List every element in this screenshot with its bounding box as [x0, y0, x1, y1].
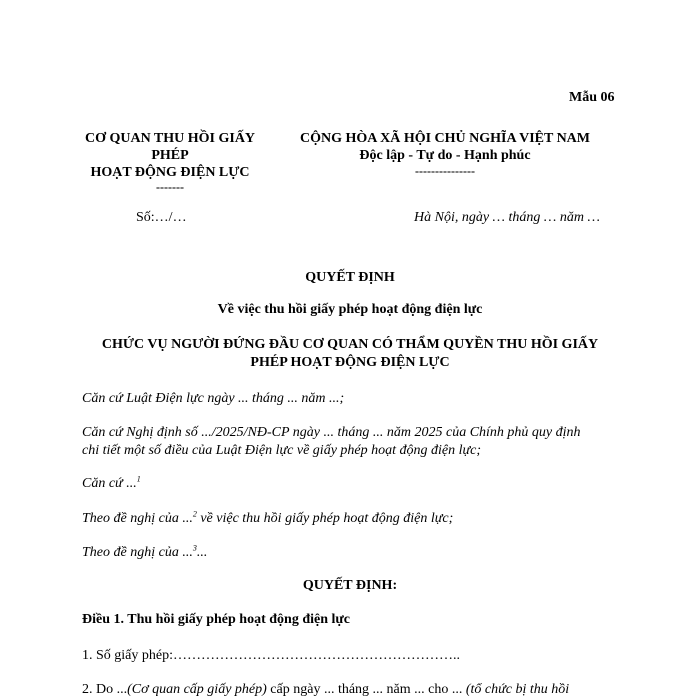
decision-subject: Về việc thu hồi giấy phép hoạt động điện lực: [217, 302, 483, 317]
authority-line-1: CHỨC VỤ NGƯỜI ĐỨNG ĐẦU CƠ QUAN CÓ THẨM QUYỀN THU HỒI GIẤY: [101, 337, 599, 352]
basis-other-text: Căn cứ ...: [82, 476, 137, 491]
proposal-1: [82, 511, 453, 527]
form-code: Mẫu 06: [569, 90, 615, 105]
proposal-2-post: ...: [196, 545, 208, 560]
item-2-issuer: (Cơ quan cấp giấy phép): [127, 682, 267, 697]
article-1-item-1: 1. Số giấy phép:……………………………………………………..: [82, 648, 460, 663]
issuer-block: [70, 130, 270, 193]
decision-heading: QUYẾT ĐỊNH:: [302, 578, 398, 593]
footnote-2-ref: 2: [192, 509, 197, 519]
national-title: CỘNG HÒA XÃ HỘI CHỦ NGHĨA VIỆT NAM: [299, 131, 590, 146]
basis-decree: [82, 424, 581, 460]
document-number: Số:…/…: [136, 210, 187, 225]
basis-law: Căn cứ Luật Điện lực ngày ... tháng ... năm ...;: [82, 391, 345, 406]
basis-other: [82, 476, 141, 492]
authority-title: [0, 336, 700, 372]
proposal-1-post: về việc thu hồi giấy phép hoạt động điện lực;: [196, 511, 454, 526]
footnote-1-ref: 1: [136, 474, 141, 484]
national-rule: ---------------: [415, 164, 475, 178]
issuer-line-1: CƠ QUAN THU HỒI GIẤY: [84, 131, 256, 146]
issuer-line-3: HOẠT ĐỘNG ĐIỆN LỰC: [90, 165, 250, 180]
decision-title: QUYẾT ĐỊNH: [305, 270, 395, 285]
item-2-prefix: 2. Do ...: [82, 682, 128, 697]
basis-decree-line-1: Căn cứ Nghị định số .../2025/NĐ-CP ngày ... tháng ... năm 2025 của Chính phủ quy định: [82, 425, 581, 440]
proposal-2: [82, 545, 207, 561]
footnote-3-ref: 3: [192, 543, 197, 553]
item-2-holder: (tổ chức bị thu hồi: [465, 682, 570, 697]
place-date: Hà Nội, ngày … tháng … năm …: [414, 210, 600, 225]
article-1-item-2: [82, 682, 569, 698]
national-header: [280, 130, 610, 178]
issuer-line-2: PHÉP: [151, 148, 189, 163]
proposal-1-pre: Theo đề nghị của ...: [82, 511, 193, 526]
item-2-date: cấp ngày ... tháng ... năm ... cho ...: [266, 682, 466, 697]
basis-decree-line-2: chi tiết một số điều của Luật Điện lực về giấy phép hoạt động điện lực;: [82, 443, 482, 458]
proposal-2-pre: Theo đề nghị của ...: [82, 545, 193, 560]
issuer-rule: -------: [156, 180, 184, 194]
authority-line-2: PHÉP HOẠT ĐỘNG ĐIỆN LỰC: [250, 355, 450, 370]
national-motto: Độc lập - Tự do - Hạnh phúc: [359, 148, 531, 163]
article-1-heading: Điều 1. Thu hồi giấy phép hoạt động điện lực: [82, 612, 350, 627]
